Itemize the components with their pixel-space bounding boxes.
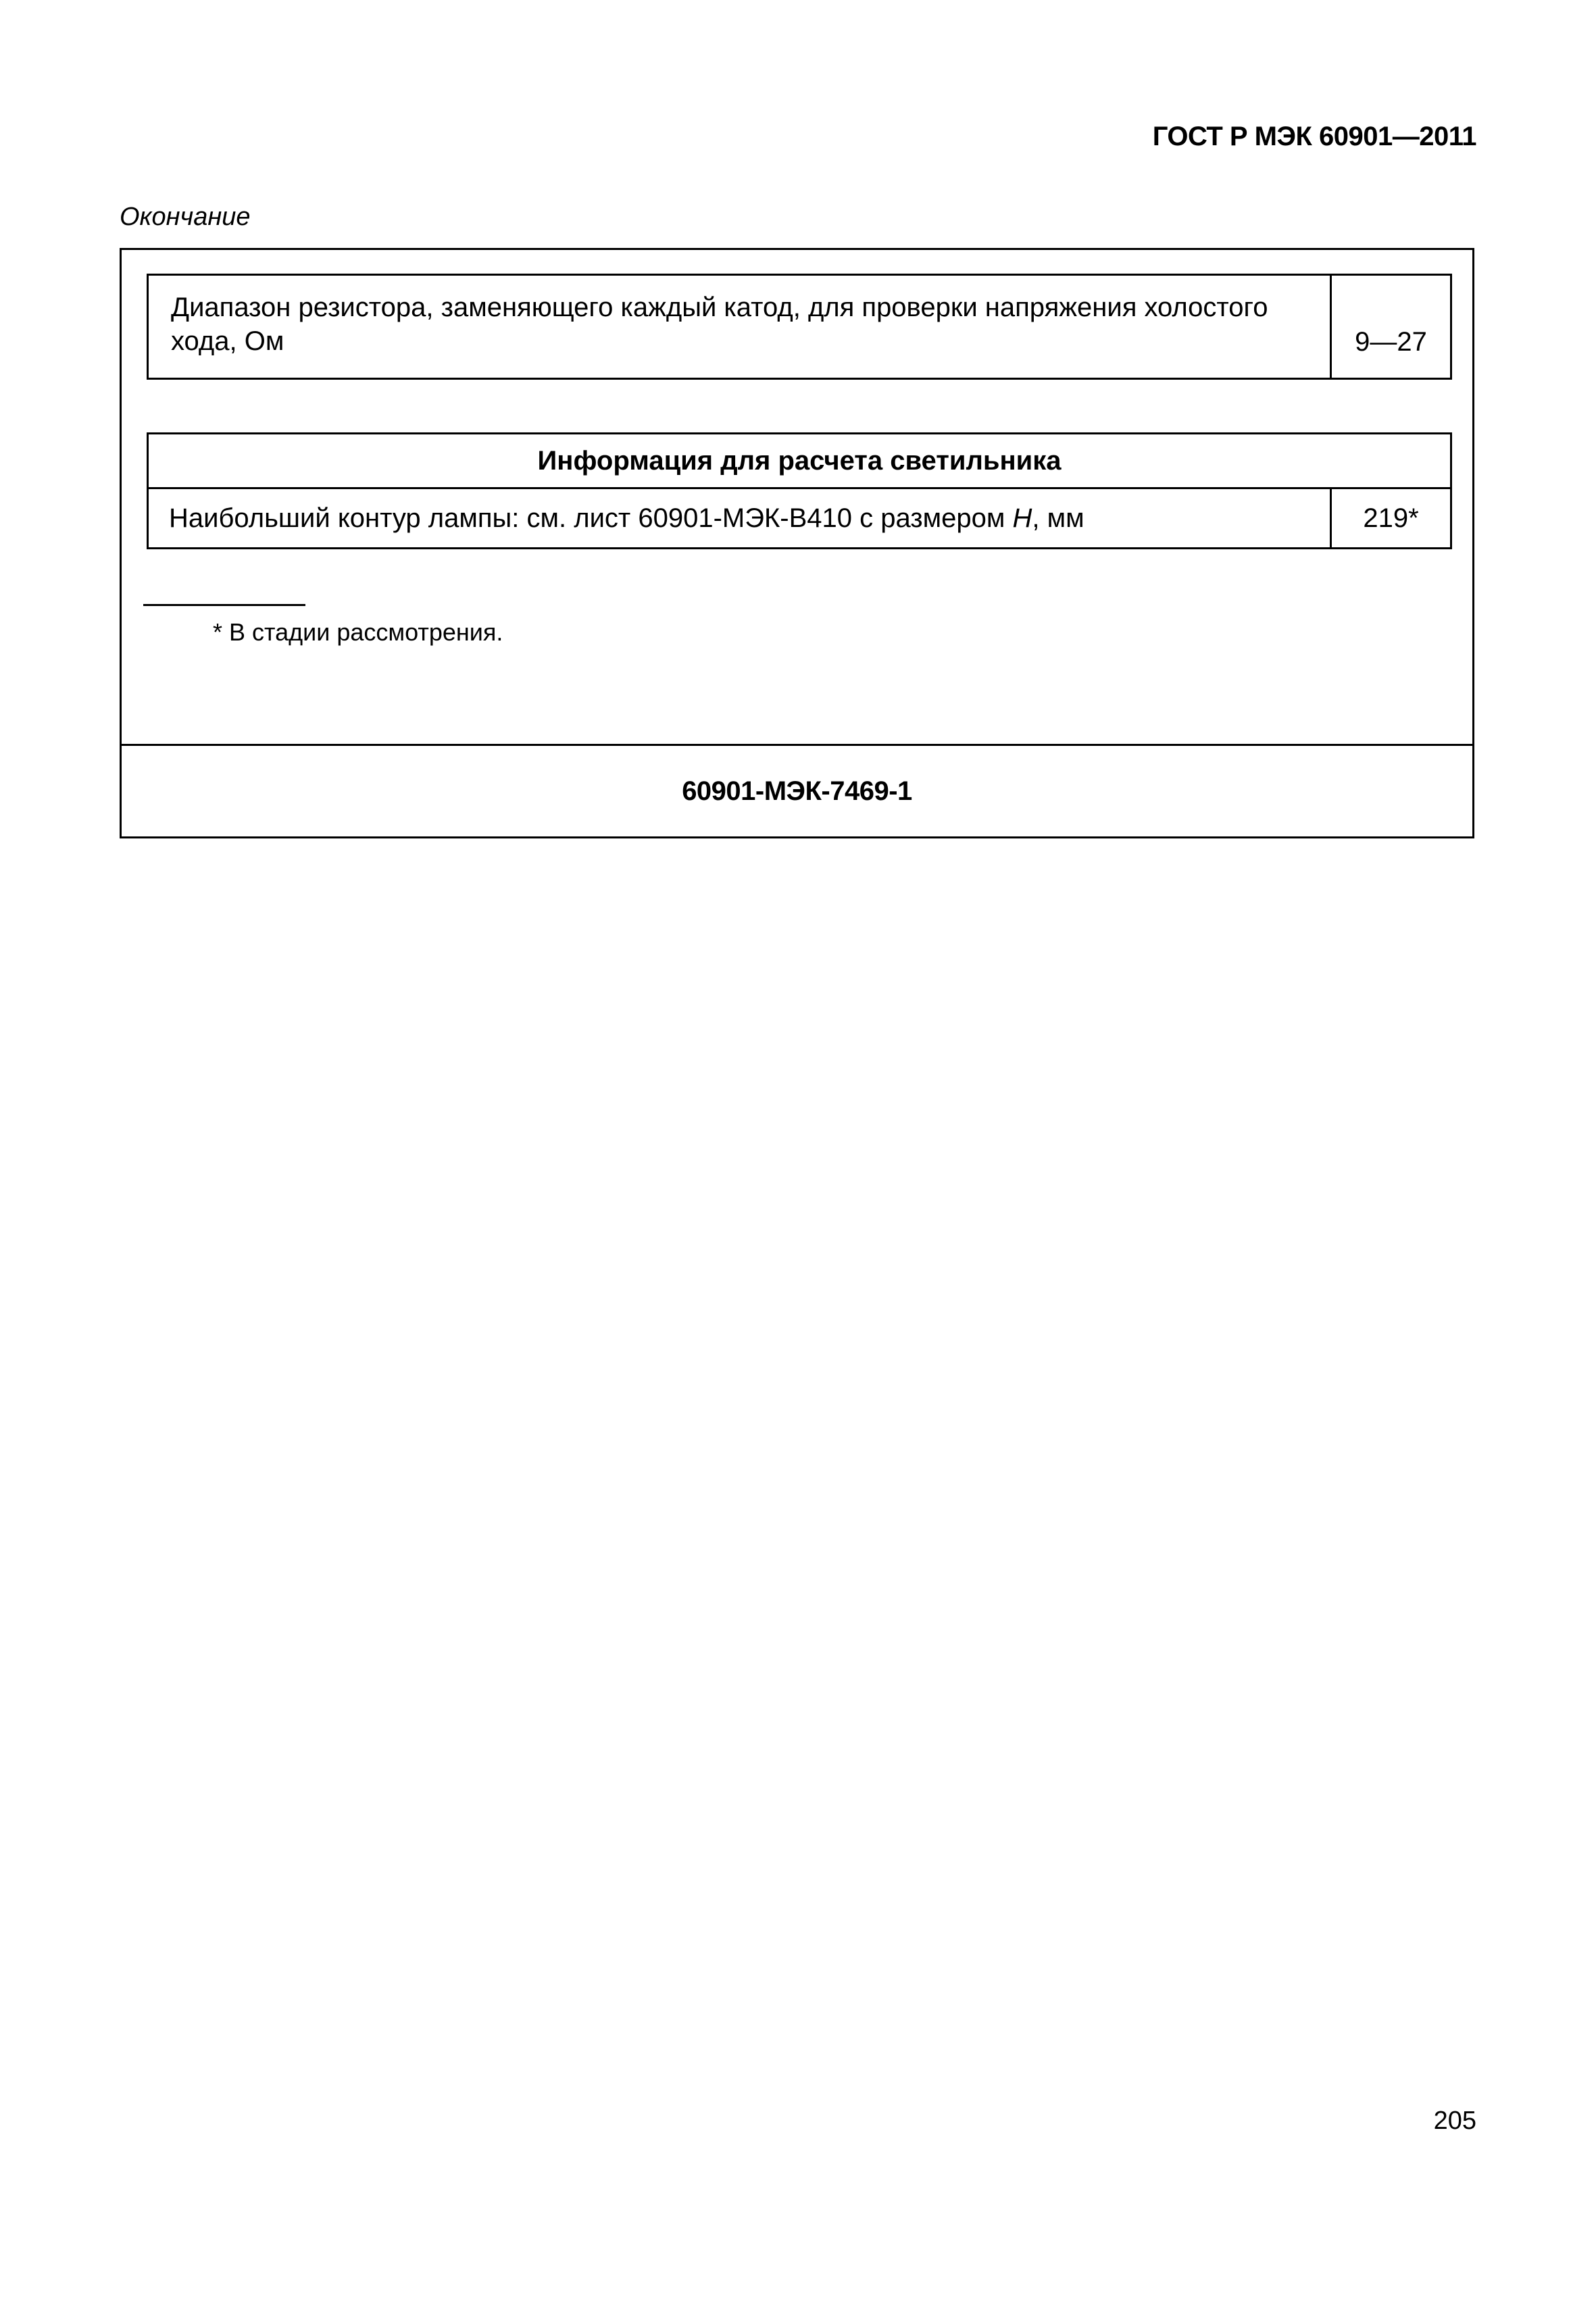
- luminaire-info-title: Информация для расчета светильника: [149, 434, 1450, 489]
- lamp-contour-value: 219*: [1363, 503, 1419, 533]
- resistor-range-value: 9—27: [1355, 327, 1427, 357]
- page-number: 205: [1433, 2107, 1476, 2135]
- lamp-contour-description: [149, 489, 1332, 547]
- resistor-range-table: [147, 274, 1452, 380]
- luminaire-info-table: [147, 432, 1452, 549]
- resistor-range-description: Диапазон резистора, заменяющего каждый катод, для проверки напряжения холостого хода, Ом: [149, 276, 1332, 378]
- footnote-divider: [143, 604, 305, 606]
- document-standard-header: ГОСТ Р МЭК 60901—2011: [1152, 122, 1476, 151]
- dimension-variable: H: [1012, 503, 1032, 533]
- sheet-id-cell: [122, 744, 1472, 836]
- continuation-label: Окончание: [120, 203, 251, 231]
- sheet-id: 60901-МЭК-7469-1: [682, 776, 912, 806]
- lamp-contour-prefix: Наибольший контур лампы: см. лист 60901-МЭК-В410 с размером: [169, 503, 1013, 533]
- table-row: [149, 489, 1450, 547]
- lamp-contour-suffix: , мм: [1032, 503, 1084, 533]
- sheet-frame: [120, 248, 1474, 838]
- footnote: * В стадии рассмотрения.: [213, 618, 503, 646]
